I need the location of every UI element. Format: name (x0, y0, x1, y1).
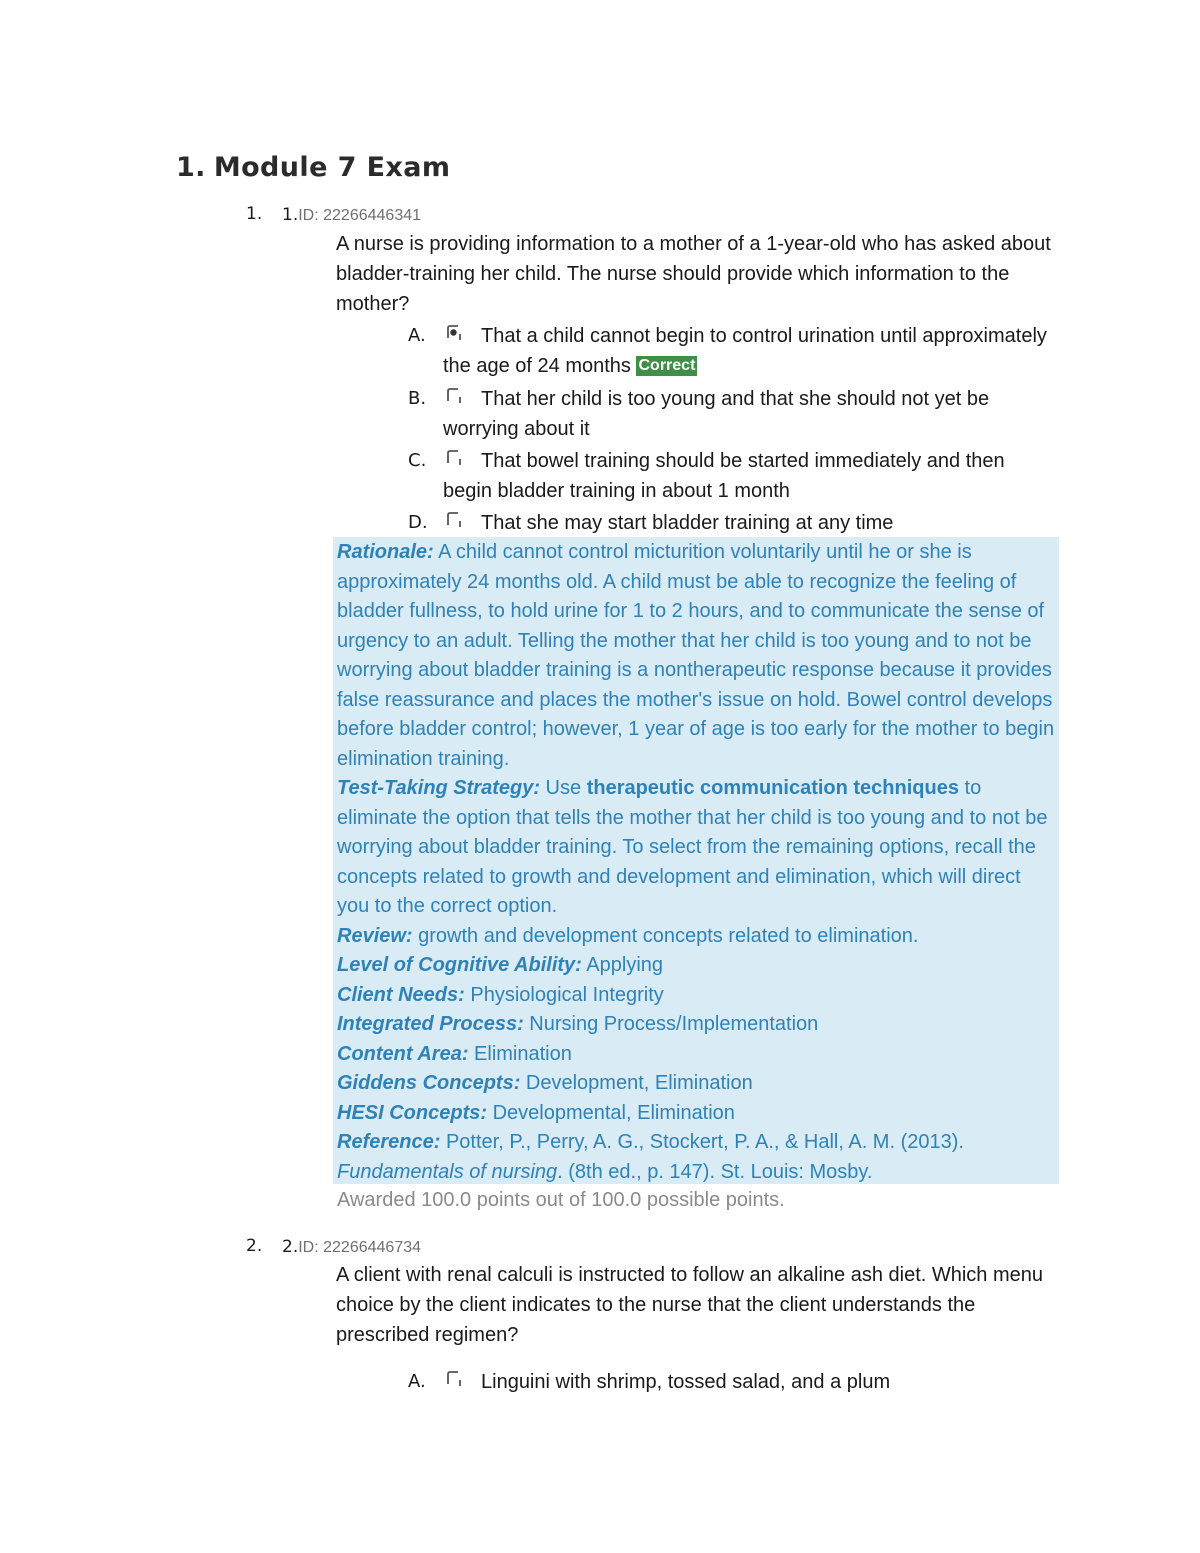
question-list-number: 1. (246, 204, 263, 224)
question-id: 1.ID: 22266446341 (282, 205, 422, 225)
question-stem: A client with renal calculi is instructed to follow an alkaline ash diet. Which menu choice by the client indicates to the nurse that the client understands the prescribed regimen? (336, 1264, 1044, 1346)
hesi-concepts-line: HESI Concepts: Developmental, Elimination (337, 1101, 735, 1124)
question-stem: A nurse is providing information to a mother of a 1-year-old who has asked about bladder-training her child. The nurse should provide which information to the mother? (336, 233, 1051, 315)
points-awarded: Awarded 100.0 points out of 100.0 possible points. (337, 1189, 785, 1211)
cognitive-level-line: Level of Cognitive Ability: Applying (337, 954, 664, 976)
choice-letter: A. (408, 1371, 426, 1392)
correct-badge: Correct (638, 357, 696, 374)
choice-letter: D. (408, 512, 428, 533)
reference-line: Reference: Potter, P., Perry, A. G., Stockert, P. A., & Hall, A. M. (2013). Fundamentals of nursing. (8th ed., p. 147). St. Louis: Mosby. (337, 1131, 964, 1183)
strategy-paragraph: Test-Taking Strategy: Use therapeutic communication techniques to eliminate the option that tells the mother that her child is too young and to not be worrying about bladder training. To select from the remaining options, recall the concepts related to growth and development and elimination, which will direct you to the correct option. (337, 777, 1048, 917)
choice-text: Linguini with shrimp, tossed salad, and a plum (481, 1371, 891, 1393)
question-id: 2.ID: 22266446734 (282, 1237, 422, 1257)
client-needs-line: Client Needs: Physiological Integrity (337, 983, 664, 1006)
giddens-concepts-line: Giddens Concepts: Development, Elimination (337, 1072, 753, 1094)
title-text: Module 7 Exam (213, 152, 451, 183)
choice-text: That a child cannot begin to control urination until approximately the age of 24 months Correct (443, 325, 1047, 377)
integrated-process-line: Integrated Process: Nursing Process/Implementation (337, 1013, 819, 1035)
choice-letter: A. (408, 325, 426, 346)
choice-text: That she may start bladder training at any time (481, 512, 894, 534)
page-title (176, 152, 450, 183)
content-area-line: Content Area: Elimination (337, 1042, 572, 1065)
choice-text: That bowel training should be started immediately and then begin bladder training in about 1 month (443, 450, 1005, 502)
review-line: Review: growth and development concepts related to elimination. (337, 924, 919, 947)
rationale-panel (333, 537, 1059, 1184)
choice-letter: B. (408, 388, 427, 409)
choice-text: That her child is too young and that she should not yet be worrying about it (443, 388, 990, 440)
question-list-number: 2. (246, 1236, 263, 1256)
title-number: 1. (176, 152, 206, 183)
choice-letter: C. (408, 450, 427, 471)
rationale-paragraph: Rationale: A child cannot control micturition voluntarily until he or she is approximately 24 months old. A child must be able to recognize the feeling of bladder fullness, to hold urine for 1 to 2 hours, and to communicate the sense of urgency to an adult. Telling the mother that her child is too young and to not be worrying about bladder training is a nontherapeutic response because it provides false reassurance and places the mother's issue on hold. Bowel control develops before bladder control; however, 1 year of age is too early for the mother to begin elimination training. (337, 541, 1055, 770)
